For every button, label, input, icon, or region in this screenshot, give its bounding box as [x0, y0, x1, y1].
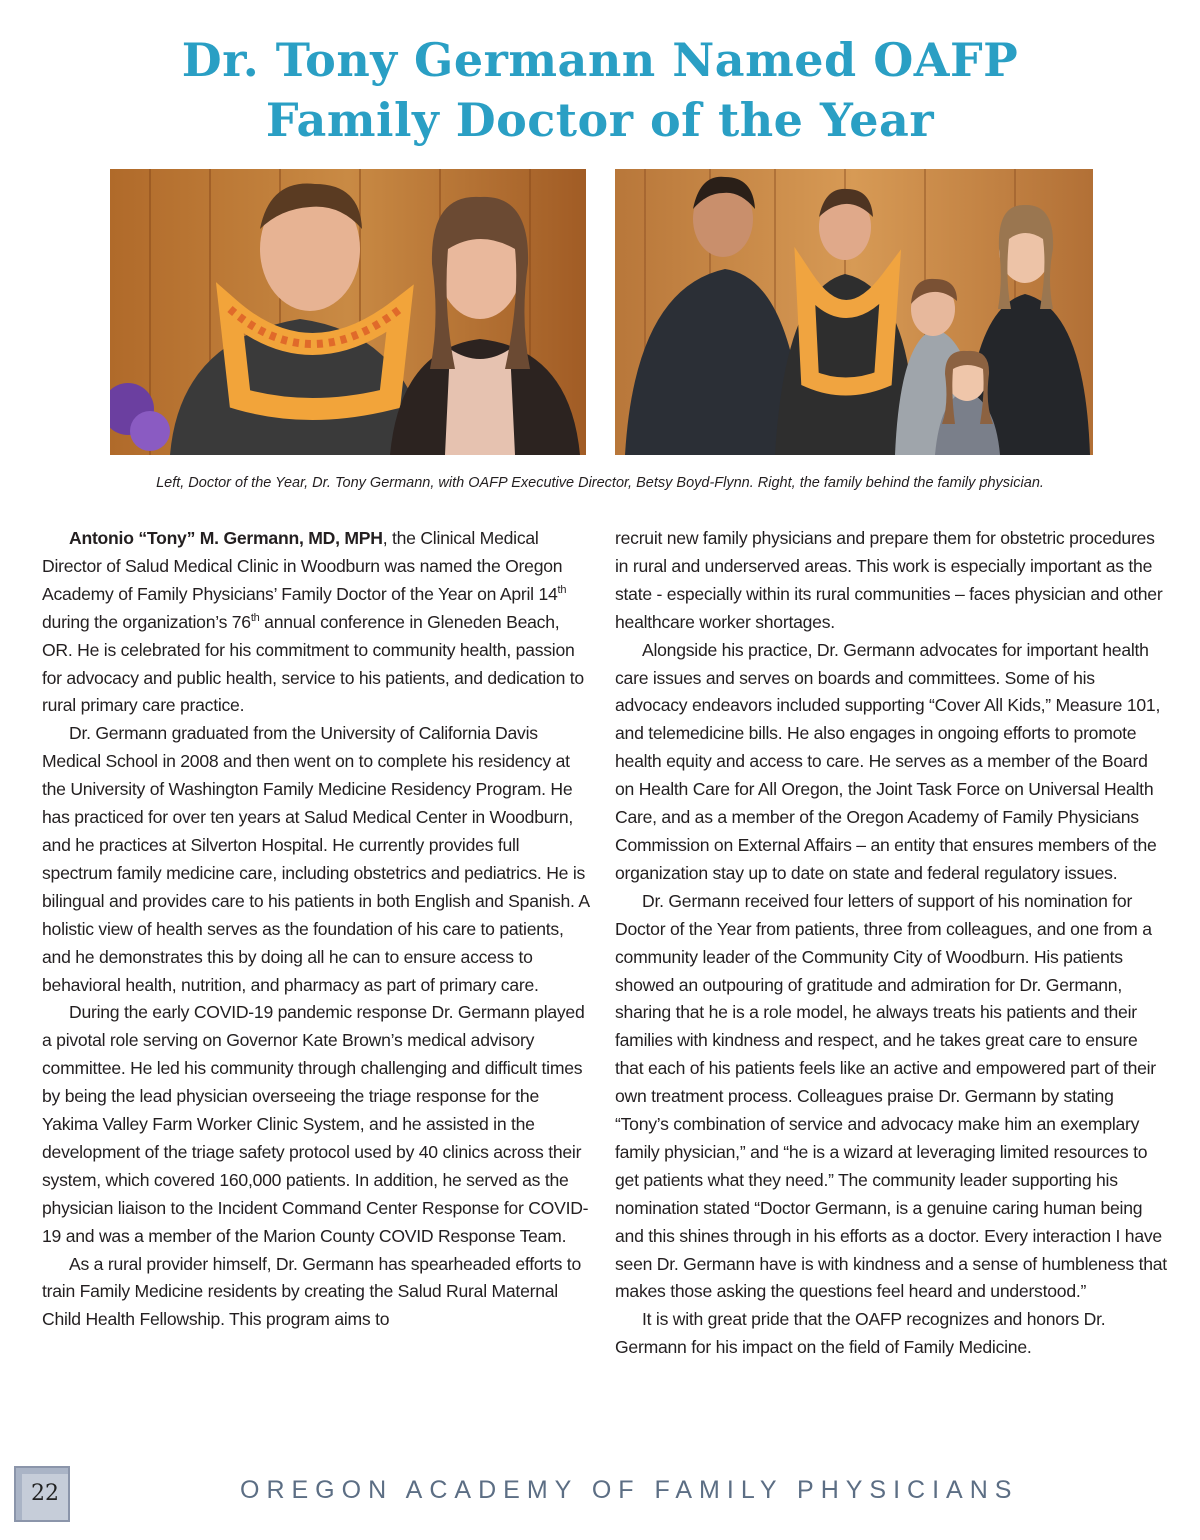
article-paragraph-1 [42, 525, 590, 720]
article-paragraph-1-text-b: during the organization’s 76 [42, 611, 251, 632]
article-column-left [42, 525, 590, 1334]
article-title-line-1: Dr. Tony Germann Named OAFP [181, 33, 1019, 87]
article-title [0, 30, 1200, 150]
article-paragraph-1-text-a: , the Clinical Medical Director of Salud Medical Clinic in Woodburn was named the Oregon Academy of Family Physicians’ Family Doctor of the Year on April 14 [42, 528, 563, 604]
photo-doctor-with-executive-director [110, 169, 586, 455]
ordinal-suffix: th [557, 583, 567, 596]
article-column-right [615, 525, 1167, 1362]
article-paragraph-1-text-c: annual conference in Gleneden Beach, OR. He is celebrated for his commitment to community health, passion for advocacy and public health, service to his patients, and dedication to rural primary care practice. [42, 611, 584, 716]
article-paragraph-3: During the early COVID-19 pandemic response Dr. Germann played a pivotal role serving on Governor Kate Brown’s medical advisory committee. He led his community through challenging and difficult times by being the lead physician overseeing the triage response for the Yakima Valley Farm Worker Clinic System, and he assisted in the development of the triage safety protocol used by 40 clinics across their system, which covered 160,000 patients. In addition, he served as the physician liaison to the Incident Command Center Response for COVID-19 and was a member of the Marion County COVID Response Team. [42, 1002, 589, 1246]
article-paragraph-7: It is with great pride that the OAFP recognizes and honors Dr. Germann for his impact on the field of Family Medicine. [615, 1309, 1106, 1358]
article-paragraph-5: Alongside his practice, Dr. Germann advocates for important health care issues and serves on boards and committees. Some of his advocacy endeavors included supporting “Cover All Kids,” Measure 101, and telemedicine bills. He also engages in ongoing efforts to promote health equity and access to care. He serves as a member of the Board on Health Care for All Oregon, the Joint Task Force on Universal Health Care, and as a member of the Oregon Academy of Family Physicians Commission on External Affairs – an entity that ensures members of the organization stay up to date on state and federal regulatory issues. [615, 639, 1161, 883]
doctor-name-bold: Antonio “Tony” M. Germann, MD, MPH [69, 528, 383, 548]
photo-doctor-with-family [615, 169, 1093, 455]
article-paragraph-4: As a rural provider himself, Dr. Germann has spearheaded efforts to train Family Medicine residents by creating the Salud Rural Maternal Child Health Fellowship. This program aims to [42, 1253, 581, 1330]
article-title-line-2: Family Doctor of the Year [265, 93, 935, 147]
footer-organization-name: OREGON ACADEMY OF FAMILY PHYSICIANS [240, 1476, 1019, 1504]
article-paragraph-4-continued: recruit new family physicians and prepare them for obstetric procedures in rural and underserved areas. This work is especially important as the state - especially within its rural communities – faces physician and other healthcare worker shortages. [615, 528, 1163, 632]
article-paragraph-2: Dr. Germann graduated from the University of California Davis Medical School in 2008 and then went on to complete his residency at the University of Washington Family Medicine Residency Program. He has practiced for over ten years at Salud Medical Center in Woodburn, and he practices at Silverton Hospital. He currently provides full spectrum family medicine care, including obstetrics and pediatrics. He is bilingual and provides care to his patients in both English and Spanish. A holistic view of health serves as the foundation of his care to patients, and he demonstrates this by doing all he can to ensure access to behavioral health, nutrition, and pharmacy as part of primary care. [42, 723, 589, 995]
ordinal-suffix: th [250, 611, 260, 624]
photo-caption: Left, Doctor of the Year, Dr. Tony Germann, with OAFP Executive Director, Betsy Boyd-Flynn. Right, the family behind the family physician. [156, 475, 1044, 491]
page-number: 22 [22, 1474, 68, 1520]
article-paragraph-6: Dr. Germann received four letters of support of his nomination for Doctor of the Year from patients, three from colleagues, and one from a community leader of the Community City of Woodburn. His patients showed an outpouring of gratitude and admiration for Dr. Germann, sharing that he is a role model, he always treats his patients and their families with kindness and respect, and he takes great care to ensure that each of his patients feels like an active and empowered part of their own treatment process. Colleagues praise Dr. Germann by stating “Tony’s combination of service and advocacy make him an exemplary family physician,” and “he is a wizard at leveraging limited resources to get patients what they need.” The community leader supporting his nomination stated “Doctor Germann, is a genuine caring human being and this shines through in his efforts as a doctor. Every interaction I have seen Dr. Germann have is with kindness and a sense of humbleness that makes those asking the questions feel heard and understood.” [615, 890, 1167, 1302]
